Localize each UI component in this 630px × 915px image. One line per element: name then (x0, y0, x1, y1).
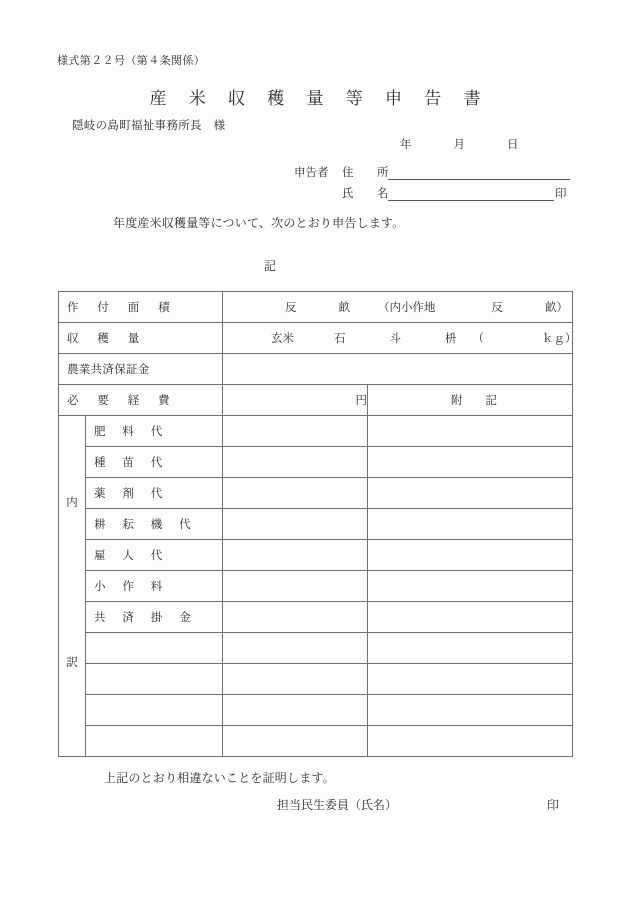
row-label-tiller: 耕 耘 機 代 (86, 509, 223, 540)
brown-rice-label: 玄米 (271, 333, 294, 345)
table-row (59, 664, 573, 695)
row-label-seedlings: 種 苗 代 (86, 447, 223, 478)
section-marker: 記 (263, 259, 276, 273)
kg-unit: ｋｇ） (542, 333, 577, 345)
mutual-aid-deposit-value[interactable] (223, 354, 573, 385)
seal-icon: 印 (555, 188, 567, 200)
table-row (59, 385, 573, 416)
breakdown-label-cell (59, 416, 86, 757)
table-row (59, 292, 573, 323)
year-label: 年 (400, 139, 412, 151)
chemicals-amount[interactable] (223, 478, 368, 509)
page-title: 産 米 収 穫 量 等 申 告 書 (149, 89, 490, 108)
blank-2-amount[interactable] (223, 664, 368, 695)
addressee-line: 隠岐の島町福祉事務所長 様 (72, 120, 226, 132)
seedlings-remarks[interactable] (368, 447, 573, 478)
address-input[interactable] (388, 166, 570, 180)
row-label-hired-labor: 雇 人 代 (86, 540, 223, 571)
day-label: 日 (507, 139, 519, 151)
table-row (59, 540, 573, 571)
table-row (59, 602, 573, 633)
blank-3-remarks[interactable] (368, 695, 573, 726)
yield-value[interactable] (223, 323, 577, 354)
blank-2-remarks[interactable] (368, 664, 573, 695)
table-row (59, 509, 573, 540)
applicant-address-row (294, 159, 570, 180)
row-label-cultivated-area: 作 付 面 積 (59, 292, 223, 323)
fertilizer-remarks[interactable] (368, 416, 573, 447)
table-row (59, 416, 573, 447)
blank-1-amount[interactable] (223, 633, 368, 664)
row-label-tenant-rent: 小 作 料 (86, 571, 223, 602)
address-label: 住 所 (342, 167, 395, 179)
applicant-block (294, 159, 570, 201)
row-label-mutual-aid-premium: 共 済 掛 金 (86, 602, 223, 633)
applicant-name-row (294, 180, 570, 201)
tenant-land-label: （内小作地 (378, 302, 436, 314)
table-row (59, 354, 573, 385)
se-unit-2: 畝） (545, 302, 568, 314)
month-label: 月 (453, 139, 465, 151)
table-row (59, 726, 573, 757)
masu-unit: 枡 (445, 333, 457, 345)
chemicals-remarks[interactable] (368, 478, 573, 509)
tan-unit-2: 反 (491, 302, 503, 314)
tiller-amount[interactable] (223, 509, 368, 540)
row-label-chemicals: 薬 剤 代 (86, 478, 223, 509)
blank-4-remarks[interactable] (368, 726, 573, 757)
name-input[interactable] (388, 187, 554, 201)
table-row (59, 447, 573, 478)
row-label-yield: 収 穫 量 (59, 323, 223, 354)
tenant-rent-amount[interactable] (223, 571, 368, 602)
signer-seal-icon: 印 (547, 798, 560, 812)
tiller-remarks[interactable] (368, 509, 573, 540)
hired-labor-amount[interactable] (223, 540, 368, 571)
declaration-table (58, 291, 577, 757)
form-number: 様式第２２号（第４条関係） (57, 55, 206, 67)
paren-open: （ (472, 333, 484, 345)
row-label-fertilizer: 肥 料 代 (86, 416, 223, 447)
se-unit: 畝 (338, 302, 350, 314)
koku-unit: 石 (334, 333, 346, 345)
remarks-header: 附 記 (368, 385, 573, 416)
tan-unit: 反 (285, 302, 297, 314)
row-label-necessary-expenses: 必 要 経 費 (59, 385, 223, 416)
mutual-aid-premium-remarks[interactable] (368, 602, 573, 633)
breakdown-label-top: 内 (66, 497, 78, 509)
certification-signature-line (277, 796, 559, 813)
tenant-rent-remarks[interactable] (368, 571, 573, 602)
yen-header: 円 (223, 385, 368, 416)
blank-1-remarks[interactable] (368, 633, 573, 664)
hired-labor-remarks[interactable] (368, 540, 573, 571)
row-label-blank-4[interactable] (86, 726, 223, 757)
intro-text: 年度産米収穫量等について、次のとおり申告します。 (113, 216, 405, 230)
certification-text: 上記のとおり相違ないことを証明します。 (104, 771, 335, 785)
date-line (400, 136, 519, 152)
blank-3-amount[interactable] (223, 695, 368, 726)
row-label-mutual-aid-deposit: 農業共済保証金 (59, 354, 223, 385)
signer-label: 担当民生委員（氏名） (277, 798, 398, 812)
table-row (59, 571, 573, 602)
seedlings-amount[interactable] (223, 447, 368, 478)
table-row (59, 478, 573, 509)
table-row (59, 633, 573, 664)
mutual-aid-premium-amount[interactable] (223, 602, 368, 633)
row-label-blank-1[interactable] (86, 633, 223, 664)
name-label: 氏 名 (342, 188, 395, 200)
breakdown-label-bottom: 訳 (66, 657, 78, 669)
applicant-tag: 申告者 (294, 167, 329, 179)
cultivated-area-value[interactable] (223, 292, 573, 323)
blank-4-amount[interactable] (223, 726, 368, 757)
table-row (59, 323, 573, 354)
to-unit: 斗 (389, 333, 401, 345)
fertilizer-amount[interactable] (223, 416, 368, 447)
row-label-blank-3[interactable] (86, 695, 223, 726)
row-label-blank-2[interactable] (86, 664, 223, 695)
table-row (59, 695, 573, 726)
